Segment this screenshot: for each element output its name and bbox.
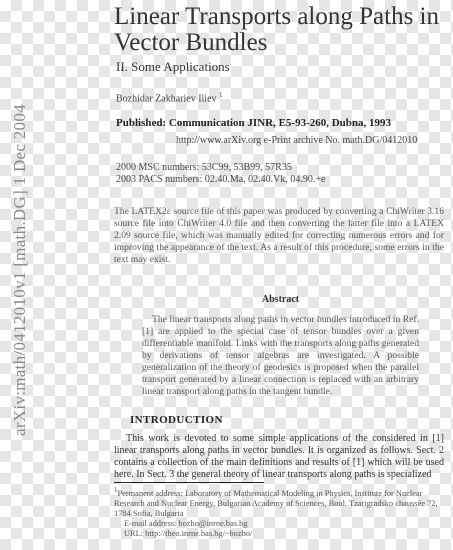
- author-footnote: [114, 485, 444, 539]
- footnote-address: [114, 485, 444, 519]
- pacs-numbers: 2003 PACS numbers: 02.40.Ma, 02.40.Vk, 04.90.+e: [116, 174, 326, 186]
- author-footnote-mark: 1: [219, 91, 223, 99]
- section-heading-introduction: INTRODUCTION: [130, 414, 223, 427]
- classification-codes: [116, 162, 447, 186]
- msc-numbers: 2000 MSC numbers: 53C99, 53B99, 57R35: [116, 162, 292, 174]
- arxiv-url[interactable]: http://www.arXiv.org e-Print archive No. math.DG/0412010: [176, 135, 418, 147]
- author-name: Bozhidar Zakhariev Iliev: [116, 93, 217, 105]
- footnote-url[interactable]: URL: http://theo.inrne.bas.bg/~bozho/: [124, 529, 253, 539]
- latex-conversion-note: The LATEX2ε source file of this paper was produced by converting a ChiWriter 3.16 source file into ChiWriter 4.0 file and then converting the latter file into a LATEX 2.09 source file, which was manually edited for correcting numerous errors and for improving the appearance of the text. As a result of this procedure, some errors in the text may exist.: [114, 206, 444, 266]
- paper-subtitle: II. Some Applications: [116, 59, 230, 74]
- footnote-divider: [114, 482, 264, 483]
- abstract-heading: Abstract: [261, 294, 300, 306]
- footnote-mark: 1: [114, 486, 118, 495]
- author-line: [116, 91, 447, 104]
- arxiv-side-stamp: arXiv:math/0412010v1 [math.DG] 1 Dec 2004: [10, 104, 29, 436]
- abstract-text: The linear transports along paths in vector bundles introduced in Ref. [1] are applied to the special case of tensor bundles over a given differentiable manifold. Links with the transports along paths generated by derivations of tensor algebras are investigated. A possible generalization of the theory of geodesics is proposed when the parallel transport generated by a linear connection is replaced with an arbitrary linear transport along paths in the tangent bundle.: [142, 314, 419, 398]
- paper-content: [114, 0, 447, 539]
- footnote-address-text: Permanent address: Laboratory of Mathematical Modeling in Physics, Institute for Nuclear Research and Nuclear Energy, Bulgarian Academy of Sciences, Boul. Tzarigradsko chaussée 72, 1784 Sofia, Bulgaria: [114, 489, 438, 519]
- title-line-2: Vector Bundles: [114, 29, 268, 56]
- introduction-text: This work is devoted to some simple applications of the considered in [1] linear transports along paths in vector bundles. It is organized as follows. Sect. 2 contains a collection of the main definitions and results of [1] which will be used here. In Sect. 3 the general theory of linear transports along paths is specialized: [114, 433, 444, 481]
- paper-title: [114, 4, 447, 56]
- footnote-email: E-mail address: bozho@inrne.bas.bg: [124, 519, 248, 529]
- publication-info: Published: Communication JINR, E5-93-260, Dubna, 1993: [116, 117, 392, 130]
- title-line-1: Linear Transports along Paths in: [114, 3, 439, 30]
